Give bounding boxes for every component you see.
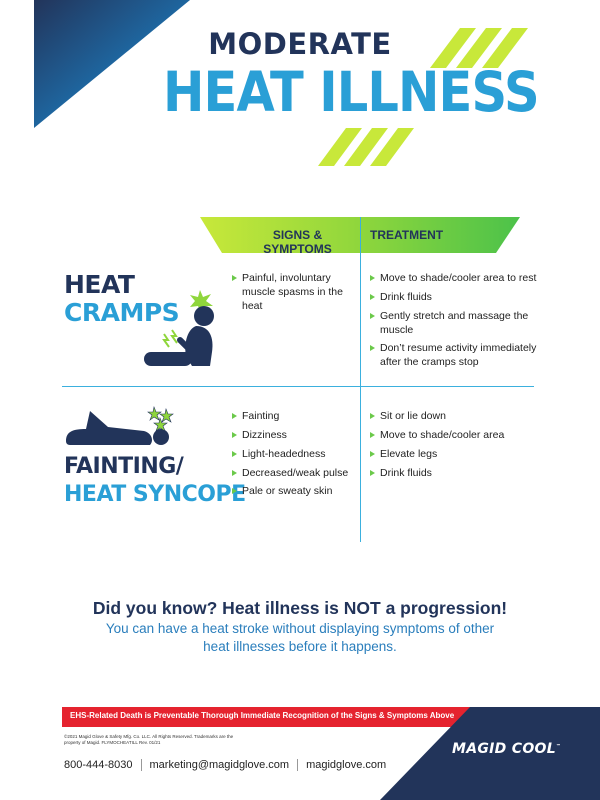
list-item: Sit or lie down bbox=[370, 410, 540, 424]
copyright-notice: ©2021 Magid Glove & Safety Mfg. Co. LLC. All Rights Reserved. Trademarks are the property of Magid. FLYMOCHEATILL Rev. 01/21 bbox=[64, 734, 234, 745]
website-link[interactable]: magidglove.com bbox=[306, 759, 387, 771]
did-you-know-body: You can have a heat stroke without displaying symptoms of other heat illnesses before it happens. bbox=[105, 621, 495, 655]
list-item: Dizziness bbox=[232, 429, 357, 443]
title-moderate: MODERATE bbox=[208, 27, 392, 61]
fainted-person-icon bbox=[62, 405, 177, 447]
title-heat-illness: HEAT ILLNESS bbox=[163, 60, 539, 124]
list-item: Don’t resume activity immediately after the cramps stop bbox=[370, 342, 540, 370]
list-item: Fainting bbox=[232, 410, 357, 424]
list-item: Elevate legs bbox=[370, 448, 540, 462]
list-item: Light-headedness bbox=[232, 448, 357, 462]
corner-graphic bbox=[0, 0, 190, 128]
list-item: Move to shade/cooler area bbox=[370, 429, 540, 443]
cramping-person-icon bbox=[140, 290, 220, 370]
list-item: Drink fluids bbox=[370, 291, 540, 305]
fainting-title-line1: FAINTING/ bbox=[64, 454, 184, 479]
phone-number[interactable]: 800-444-8030 bbox=[64, 759, 133, 771]
did-you-know-headline: Did you know? Heat illness is NOT a progression! bbox=[92, 598, 508, 618]
stripes-graphic-bottom bbox=[318, 128, 428, 166]
column-header-treatment: TREATMENT bbox=[370, 228, 444, 242]
contact-separator bbox=[297, 759, 298, 771]
list-item: Drink fluids bbox=[370, 467, 540, 481]
list-item: Gently stretch and massage the muscle bbox=[370, 310, 540, 338]
row-divider bbox=[62, 386, 534, 387]
fainting-title-line2: HEAT SYNCOPE bbox=[64, 482, 246, 507]
heat-cramps-title-line2: CRAMPS bbox=[64, 298, 180, 327]
magid-cool-logo bbox=[452, 741, 561, 757]
heat-cramps-treatment-list bbox=[370, 272, 540, 375]
heat-cramps-signs-list bbox=[232, 272, 350, 319]
fainting-treatment-list bbox=[370, 410, 540, 485]
contact-separator bbox=[141, 759, 142, 771]
list-item: Pale or sweaty skin bbox=[232, 485, 357, 499]
contact-info bbox=[64, 759, 386, 771]
logo-text: MAGID COOL bbox=[452, 741, 556, 757]
red-banner-text: EHS-Related Death is Preventable Thorough Immediate Recognition of the Signs & Symptoms Above bbox=[70, 711, 455, 720]
column-header-signs: SIGNS & SYMPTOMS bbox=[263, 228, 332, 256]
column-divider bbox=[360, 217, 361, 542]
list-item: Decreased/weak pulse bbox=[232, 467, 357, 481]
logo-trademark: ™ bbox=[555, 743, 562, 750]
list-item: Painful, involuntary muscle spasms in the heat bbox=[232, 272, 350, 314]
heat-cramps-title-line1: HEAT bbox=[64, 270, 135, 299]
fainting-signs-list bbox=[232, 410, 357, 504]
list-item: Move to shade/cooler area to rest bbox=[370, 272, 540, 286]
email-link[interactable]: marketing@magidglove.com bbox=[149, 759, 290, 771]
